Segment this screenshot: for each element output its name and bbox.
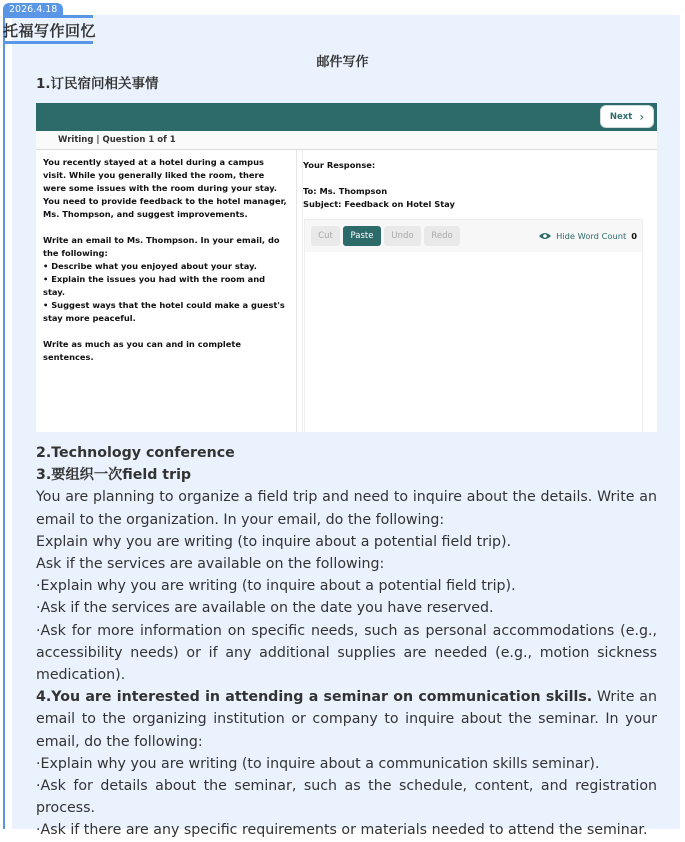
hide-word-count-label: Hide Word Count xyxy=(556,231,627,241)
prompt-bullet: • Suggest ways that the hotel could make a guest's stay more peaceful. xyxy=(43,300,285,323)
eye-icon xyxy=(539,232,551,240)
page-title: 托福写作回忆 xyxy=(3,22,97,40)
topic-4-bullet: ·Ask for details about the seminar, such as the schedule, content, and registration process. xyxy=(36,778,657,817)
topic-3-bullet: ·Explain why you are writing (to inquire about a potential field trip). xyxy=(36,578,516,595)
topic-2-heading xyxy=(36,442,657,842)
response-header xyxy=(303,159,455,211)
question-counter: Writing | Question 1 of 1 xyxy=(58,135,176,145)
topic-2-title: 2.Technology conference xyxy=(36,445,235,461)
top-accent-rule xyxy=(3,15,93,18)
topic-3-line: Explain why you are writing (to inquire about a potential field trip). xyxy=(36,533,512,550)
undo-button[interactable]: Undo xyxy=(384,226,421,246)
topic-4-bullet: ·Explain why you are writing (to inquire about a communication skills seminar). xyxy=(36,755,600,772)
topic-4-paragraph xyxy=(36,686,657,753)
topic-4-intro: Write an email to the organizing institution or company to inquire about the seminar. In your email, do the following: xyxy=(36,689,657,750)
subject-line: Subject: Feedback on Hotel Stay xyxy=(303,199,455,209)
topic-4-title: 4.You are interested in attending a seminar on communication skills. xyxy=(36,689,593,706)
response-editor[interactable] xyxy=(304,219,643,432)
next-label: Next xyxy=(609,111,633,122)
chevron-right-icon: › xyxy=(639,109,645,124)
prompt-bullet: • Describe what you enjoyed about your stay. xyxy=(43,261,257,271)
date-badge: 2026.4.18 xyxy=(3,3,63,16)
section-heading: 邮件写作 xyxy=(316,55,369,70)
prompt-bullets xyxy=(43,260,289,325)
topic-3-bullet: ·Ask for more information on specific needs, such as personal accommodations (e.g., accessibility needs) or if any additional supplies are needed (e.g., motion sickness medication). xyxy=(36,622,657,684)
topic-3-title: 3.要组织一次field trip xyxy=(36,467,192,484)
prompt-paragraph: You recently stayed at a hotel during a campus visit. While you generally liked the room, there were some issues with the room during your stay. You need to provide feedback to the hotel manager, Ms. Thompson, and suggest improvements. xyxy=(43,157,287,219)
question-prompt xyxy=(43,156,289,377)
next-button[interactable] xyxy=(600,105,654,128)
exam-top-bar xyxy=(36,103,657,131)
redo-button[interactable]: Redo xyxy=(424,226,460,246)
prompt-instruction: Write an email to Ms. Thompson. In your email, do the following: xyxy=(43,235,280,258)
topic-3-paragraph: You are planning to organize a field trip and need to inquire about the details. Write an email to the organization. In your email, do the following: xyxy=(36,489,657,528)
cut-button[interactable]: Cut xyxy=(311,226,340,246)
exam-screenshot xyxy=(36,103,657,432)
topic-1-heading: 1.订民宿问相关事情 xyxy=(36,76,159,92)
topic-3-bullet: ·Ask if the services are available on the date you have reserved. xyxy=(36,600,494,617)
response-label: Your Response: xyxy=(303,160,376,170)
title-underline xyxy=(3,41,93,44)
paste-button[interactable]: Paste xyxy=(343,226,381,246)
word-count-value: 0 xyxy=(631,231,637,241)
pane-divider xyxy=(296,150,297,432)
prompt-bullet: • Explain the issues you had with the room and stay. xyxy=(43,274,266,297)
editor-toolbar xyxy=(305,220,642,252)
topic-4-bullet: ·Ask if there are any specific requirements or materials needed to attend the seminar. xyxy=(36,822,648,839)
to-line: To: Ms. Thompson xyxy=(303,186,388,196)
topic-3-line: Ask if the services are available on the following: xyxy=(36,556,385,573)
question-subheader xyxy=(36,131,657,150)
hide-word-count-toggle[interactable] xyxy=(539,231,637,241)
left-accent-rule xyxy=(3,15,5,829)
prompt-closing: Write as much as you can and in complete sentences. xyxy=(43,339,241,362)
